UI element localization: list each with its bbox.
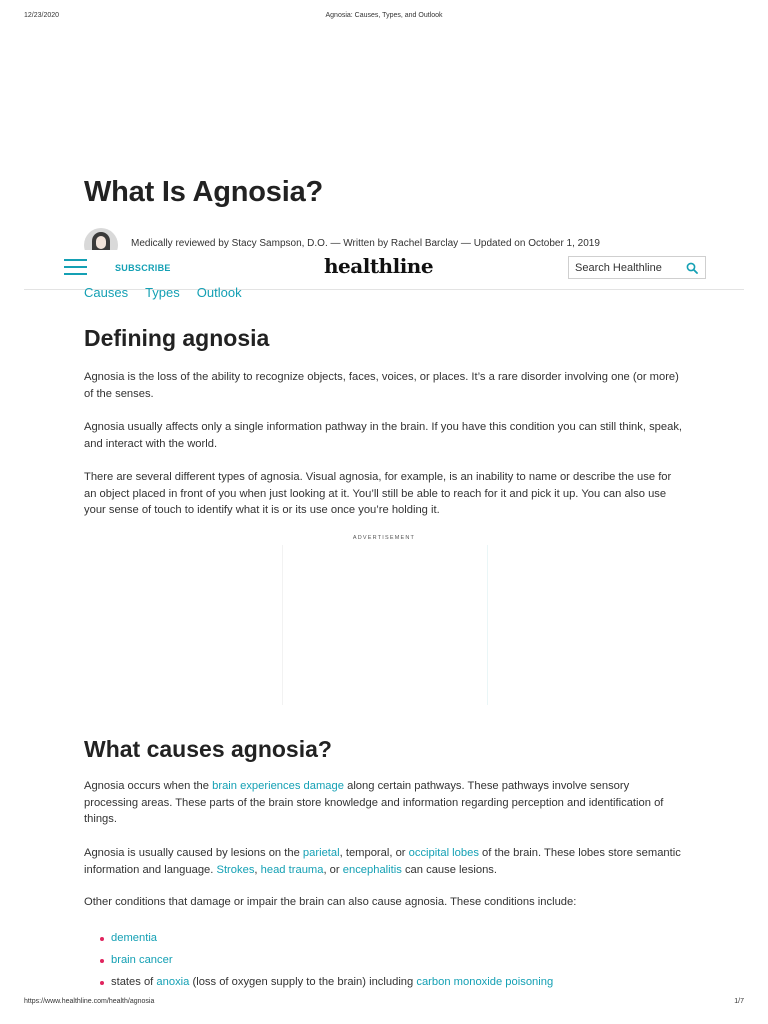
print-doc-title: Agnosia: Causes, Types, and Outlook: [325, 12, 443, 19]
paragraph: Agnosia is usually caused by lesions on the parietal, temporal, or occipital lobes of the brain. These lobes store semantic information and language. Strokes, head trauma, or encephalitis can cause lesions.: [84, 847, 681, 876]
link-dementia[interactable]: dementia: [111, 932, 158, 944]
list-item: states of anoxia (loss of oxygen supply to the brain) including carbon monoxide poisoning: [100, 971, 553, 993]
toc-link-causes[interactable]: Causes: [84, 285, 129, 300]
search-icon[interactable]: [686, 262, 698, 274]
toc-link-types[interactable]: Types: [145, 285, 180, 300]
byline-text: Medically reviewed by Stacy Sampson, D.O. — Written by Rachel Barclay — Updated on October 1, 2019: [131, 238, 600, 249]
link-head-trauma[interactable]: head trauma: [260, 863, 324, 876]
advertisement-label: ADVERTISEMENT: [352, 535, 416, 541]
section-heading-defining: Defining agnosia: [84, 325, 270, 351]
byline: [84, 228, 704, 250]
print-header: [24, 12, 744, 24]
search-box[interactable]: [568, 256, 706, 279]
print-page-number: 1/7: [734, 998, 744, 1005]
link-anoxia[interactable]: anoxia: [156, 976, 190, 988]
link-brain-cancer[interactable]: brain cancer: [111, 954, 173, 966]
table-of-contents: [84, 285, 259, 300]
menu-icon[interactable]: [64, 259, 87, 276]
print-footer: [24, 998, 744, 1010]
list-item: [100, 949, 553, 971]
link-parietal[interactable]: parietal: [302, 847, 340, 859]
healthline-logo[interactable]: healthline: [324, 254, 434, 278]
link-strokes[interactable]: Strokes: [216, 863, 255, 876]
sticky-nav-bar: [24, 250, 744, 290]
link-carbon-monoxide-poisoning[interactable]: carbon monoxide poisoning: [416, 976, 554, 988]
paragraph: Other conditions that damage or impair the brain can also cause agnosia. These conditions include:: [84, 896, 577, 908]
print-date: 12/23/2020: [24, 12, 60, 19]
page-title: What Is Agnosia?: [84, 176, 324, 208]
conditions-list: [100, 927, 553, 993]
link-brain-damage[interactable]: brain experiences damage: [212, 780, 344, 792]
paragraph: Agnosia occurs when the brain experiences damage along certain pathways. These pathways involve sensory processing areas. These parts of the brain store knowledge and information regarding perception and identification of things.: [84, 780, 664, 826]
print-url: https://www.healthline.com/health/agnosia: [24, 998, 155, 1005]
link-encephalitis[interactable]: encephalitis: [342, 863, 402, 876]
section-heading-causes: What causes agnosia?: [84, 736, 332, 762]
list-item: [100, 927, 553, 949]
reviewer-avatar[interactable]: [84, 228, 118, 250]
paragraph: Agnosia is the loss of the ability to recognize objects, faces, voices, or places. It’s a rare disorder involving one (or more) of the senses.: [84, 371, 679, 400]
advertisement-slot[interactable]: [282, 545, 488, 705]
link-occipital-lobes[interactable]: occipital lobes: [408, 847, 479, 859]
search-input[interactable]: [575, 260, 679, 276]
paragraph: There are several different types of agnosia. Visual agnosia, for example, is an inability to name or describe the use for an object placed in front of you when just looking at it. You’ll still be able to reach for it and pick it up. You can also use your sense of touch to identify what it is or its use once you’re holding it.: [84, 471, 672, 517]
toc-link-outlook[interactable]: Outlook: [196, 285, 242, 300]
subscribe-link[interactable]: SUBSCRIBE: [115, 263, 171, 273]
paragraph: Agnosia usually affects only a single information pathway in the brain. If you have this condition you can still think, speak, and interact with the world.: [84, 421, 683, 450]
